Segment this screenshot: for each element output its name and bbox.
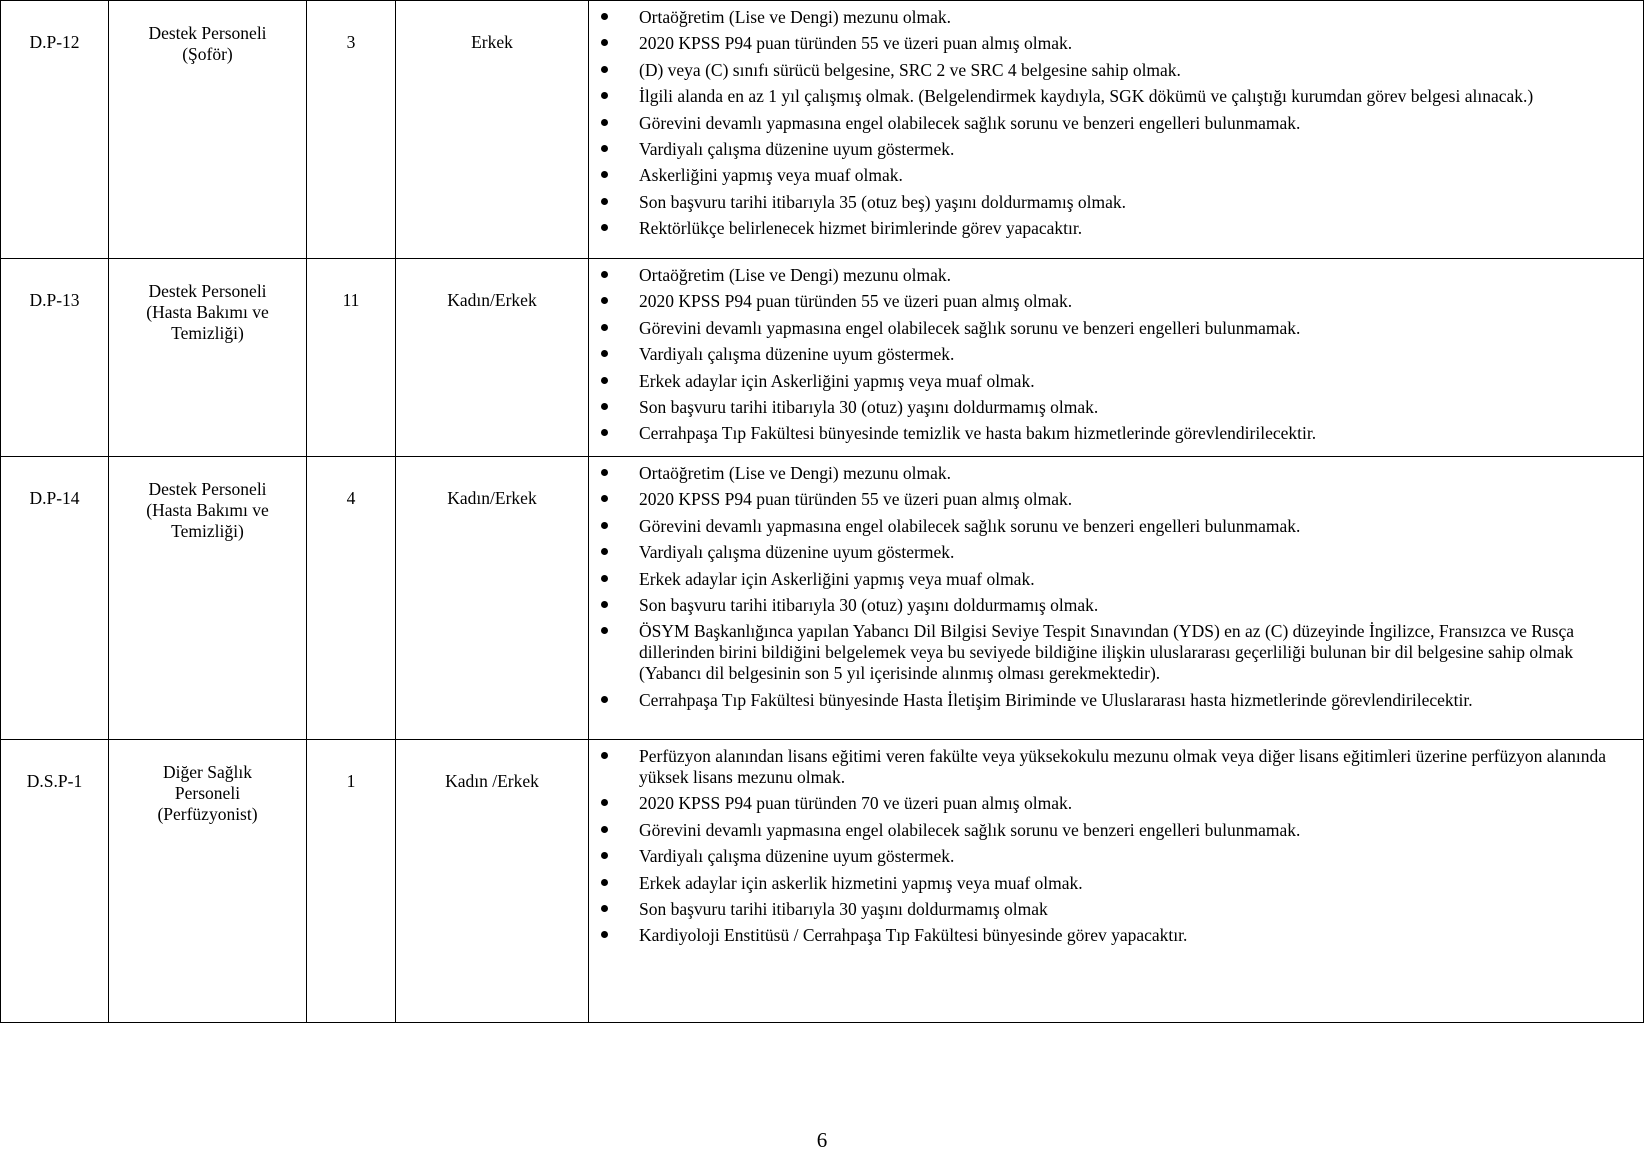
position-code: D.P-13 — [1, 259, 109, 457]
table-row — [1, 457, 1644, 740]
position-title: Diğer Sağlık Personeli (Perfüzyonist) — [109, 740, 307, 1023]
requirement-item: Son başvuru tarihi itibarıyla 30 yaşını doldurmamış olmak — [589, 899, 1639, 920]
position-count: 3 — [307, 1, 396, 259]
requirement-item: Kardiyoloji Enstitüsü / Cerrahpaşa Tıp Fakültesi bünyesinde görev yapacaktır. — [589, 925, 1639, 946]
requirement-item: (D) veya (C) sınıfı sürücü belgesine, SRC 2 ve SRC 4 belgesine sahip olmak. — [589, 60, 1639, 81]
requirements-list — [589, 265, 1639, 444]
requirements-cell — [589, 259, 1644, 457]
position-code: D.P-14 — [1, 457, 109, 740]
requirements-cell — [589, 457, 1644, 740]
requirement-item: Erkek adaylar için Askerliğini yapmış veya muaf olmak. — [589, 569, 1639, 590]
requirement-item: Son başvuru tarihi itibarıyla 35 (otuz beş) yaşını doldurmamış olmak. — [589, 192, 1639, 213]
requirement-item: Son başvuru tarihi itibarıyla 30 (otuz) yaşını doldurmamış olmak. — [589, 595, 1639, 616]
position-title: Destek Personeli (Hasta Bakımı ve Temizliği) — [109, 259, 307, 457]
position-title: Destek Personeli (Şoför) — [109, 1, 307, 259]
position-gender: Erkek — [396, 1, 589, 259]
requirement-item: ÖSYM Başkanlığınca yapılan Yabancı Dil Bilgisi Seviye Tespit Sınavından (YDS) en az (C) düzeyinde İngilizce, Fransızca ve Rusça dillerinden birini bildiğini belgelemek veya bu seviyede bildiğine ilişkin uluslararası geçerliliği bulunan bir dil belgesine sahip olmak (Yabancı dil belgesinin son 5 yıl içerisinde alınmış olması gerekmektedir). — [589, 621, 1639, 684]
page-number: 6 — [816, 1128, 828, 1152]
requirements-list — [589, 463, 1639, 711]
position-code: D.S.P-1 — [1, 740, 109, 1023]
requirement-item: Erkek adaylar için askerlik hizmetini yapmış veya muaf olmak. — [589, 873, 1639, 894]
positions-table-body — [1, 1, 1644, 1023]
requirements-cell — [589, 1, 1644, 259]
requirement-item: 2020 KPSS P94 puan türünden 70 ve üzeri puan almış olmak. — [589, 793, 1639, 814]
requirement-item: Rektörlükçe belirlenecek hizmet birimlerinde görev yapacaktır. — [589, 218, 1639, 239]
requirement-item: Ortaöğretim (Lise ve Dengi) mezunu olmak. — [589, 265, 1639, 286]
requirement-item: İlgili alanda en az 1 yıl çalışmış olmak. (Belgelendirmek kaydıyla, SGK dökümü ve çalıştığı kurumdan görev belgesi alınacak.) — [589, 86, 1639, 107]
position-gender: Kadın/Erkek — [396, 259, 589, 457]
position-count: 4 — [307, 457, 396, 740]
requirement-item: Görevini devamlı yapmasına engel olabilecek sağlık sorunu ve benzeri engelleri bulunmamak. — [589, 516, 1639, 537]
requirement-item: Ortaöğretim (Lise ve Dengi) mezunu olmak. — [589, 463, 1639, 484]
requirement-item: 2020 KPSS P94 puan türünden 55 ve üzeri puan almış olmak. — [589, 489, 1639, 510]
requirement-item: Vardiyalı çalışma düzenine uyum göstermek. — [589, 542, 1639, 563]
requirement-item: 2020 KPSS P94 puan türünden 55 ve üzeri puan almış olmak. — [589, 291, 1639, 312]
position-title: Destek Personeli (Hasta Bakımı ve Temizliği) — [109, 457, 307, 740]
requirement-item: 2020 KPSS P94 puan türünden 55 ve üzeri puan almış olmak. — [589, 33, 1639, 54]
requirement-item: Cerrahpaşa Tıp Fakültesi bünyesinde temizlik ve hasta bakım hizmetlerinde görevlendirilecektir. — [589, 423, 1639, 444]
requirement-item: Ortaöğretim (Lise ve Dengi) mezunu olmak. — [589, 7, 1639, 28]
position-count: 1 — [307, 740, 396, 1023]
requirement-item: Vardiyalı çalışma düzenine uyum göstermek. — [589, 344, 1639, 365]
requirement-item: Askerliğini yapmış veya muaf olmak. — [589, 165, 1639, 186]
requirements-list — [589, 7, 1639, 239]
table-row — [1, 259, 1644, 457]
position-gender: Kadın /Erkek — [396, 740, 589, 1023]
requirement-item: Vardiyalı çalışma düzenine uyum göstermek. — [589, 139, 1639, 160]
requirements-list — [589, 746, 1639, 946]
requirement-item: Görevini devamlı yapmasına engel olabilecek sağlık sorunu ve benzeri engelleri bulunmamak. — [589, 113, 1639, 134]
requirement-item: Cerrahpaşa Tıp Fakültesi bünyesinde Hasta İletişim Biriminde ve Uluslararası hasta hizmetlerinde görevlendirilecektir. — [589, 690, 1639, 711]
requirement-item: Erkek adaylar için Askerliğini yapmış veya muaf olmak. — [589, 371, 1639, 392]
position-code: D.P-12 — [1, 1, 109, 259]
requirement-item: Görevini devamlı yapmasına engel olabilecek sağlık sorunu ve benzeri engelleri bulunmamak. — [589, 318, 1639, 339]
position-gender: Kadın/Erkek — [396, 457, 589, 740]
requirements-cell — [589, 740, 1644, 1023]
requirement-item: Görevini devamlı yapmasına engel olabilecek sağlık sorunu ve benzeri engelleri bulunmamak. — [589, 820, 1639, 841]
table-row — [1, 1, 1644, 259]
position-count: 11 — [307, 259, 396, 457]
requirement-item: Vardiyalı çalışma düzenine uyum göstermek. — [589, 846, 1639, 867]
requirement-item: Perfüzyon alanından lisans eğitimi veren fakülte veya yüksekokulu mezunu olmak veya diğer lisans eğitimleri üzerine perfüzyon alanında yüksek lisans mezunu olmak. — [589, 746, 1639, 788]
requirement-item: Son başvuru tarihi itibarıyla 30 (otuz) yaşını doldurmamış olmak. — [589, 397, 1639, 418]
table-row — [1, 740, 1644, 1023]
